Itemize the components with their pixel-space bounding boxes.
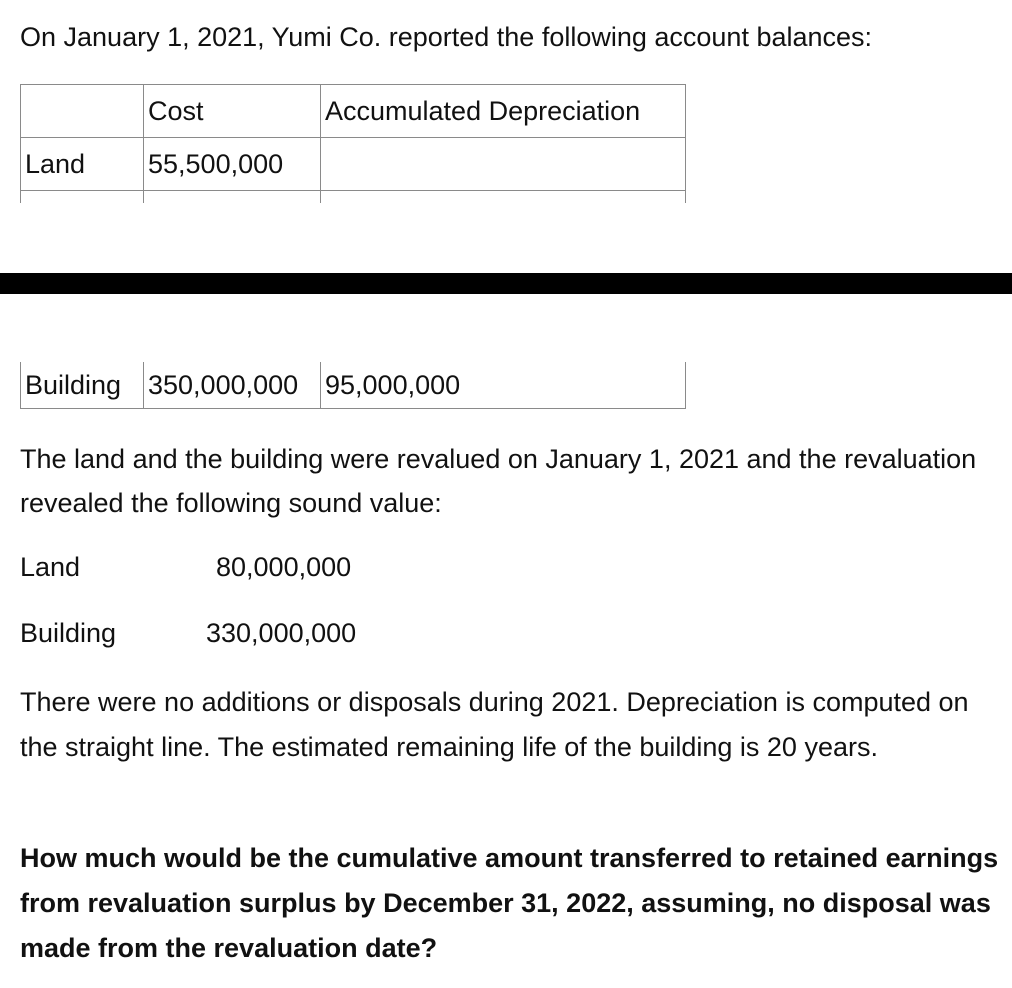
table-header-row bbox=[21, 85, 686, 138]
land-cost-cell: 55,500,000 bbox=[144, 138, 321, 191]
stub-cell bbox=[321, 191, 686, 204]
table-row-building bbox=[21, 362, 686, 409]
table-row-land bbox=[21, 138, 686, 191]
question-paragraph: How much would be the cumulative amount transferred to retained earnings from revaluation surplus by December 31, 2022, assuming, no disposal was made from the revaluation date? bbox=[20, 843, 999, 963]
header-blank-cell bbox=[21, 85, 144, 138]
building-label-cell: Building bbox=[21, 362, 144, 409]
table-stub-row bbox=[21, 191, 686, 204]
black-divider-bar bbox=[0, 273, 1012, 294]
sound-value-building-amount: 330,000,000 bbox=[206, 618, 357, 648]
building-accum-dep-cell: 95,000,000 bbox=[321, 362, 686, 409]
revaluation-paragraph: The land and the building were revalued on January 1, 2021 and the revaluation revealed the following sound value: bbox=[20, 444, 977, 518]
stub-cell bbox=[144, 191, 321, 204]
land-accum-dep-cell bbox=[321, 138, 686, 191]
building-cost-cell: 350,000,000 bbox=[144, 362, 321, 409]
intro-text: On January 1, 2021, Yumi Co. reported the following account balances: bbox=[20, 22, 873, 52]
header-accumulated-depreciation: Accumulated Depreciation bbox=[321, 85, 686, 138]
sound-value-land-label: Land bbox=[20, 552, 81, 582]
sound-value-land-amount: 80,000,000 bbox=[216, 552, 352, 582]
building-balance-table bbox=[20, 362, 686, 409]
facts-paragraph: There were no additions or disposals during 2021. Depreciation is computed on the straight line. The estimated remaining life of the building is 20 years. bbox=[20, 687, 969, 762]
header-cost: Cost bbox=[144, 85, 321, 138]
stub-cell bbox=[21, 191, 144, 204]
sound-value-building-label: Building bbox=[20, 618, 117, 648]
land-label-cell: Land bbox=[21, 138, 144, 191]
account-balances-table bbox=[20, 84, 686, 203]
